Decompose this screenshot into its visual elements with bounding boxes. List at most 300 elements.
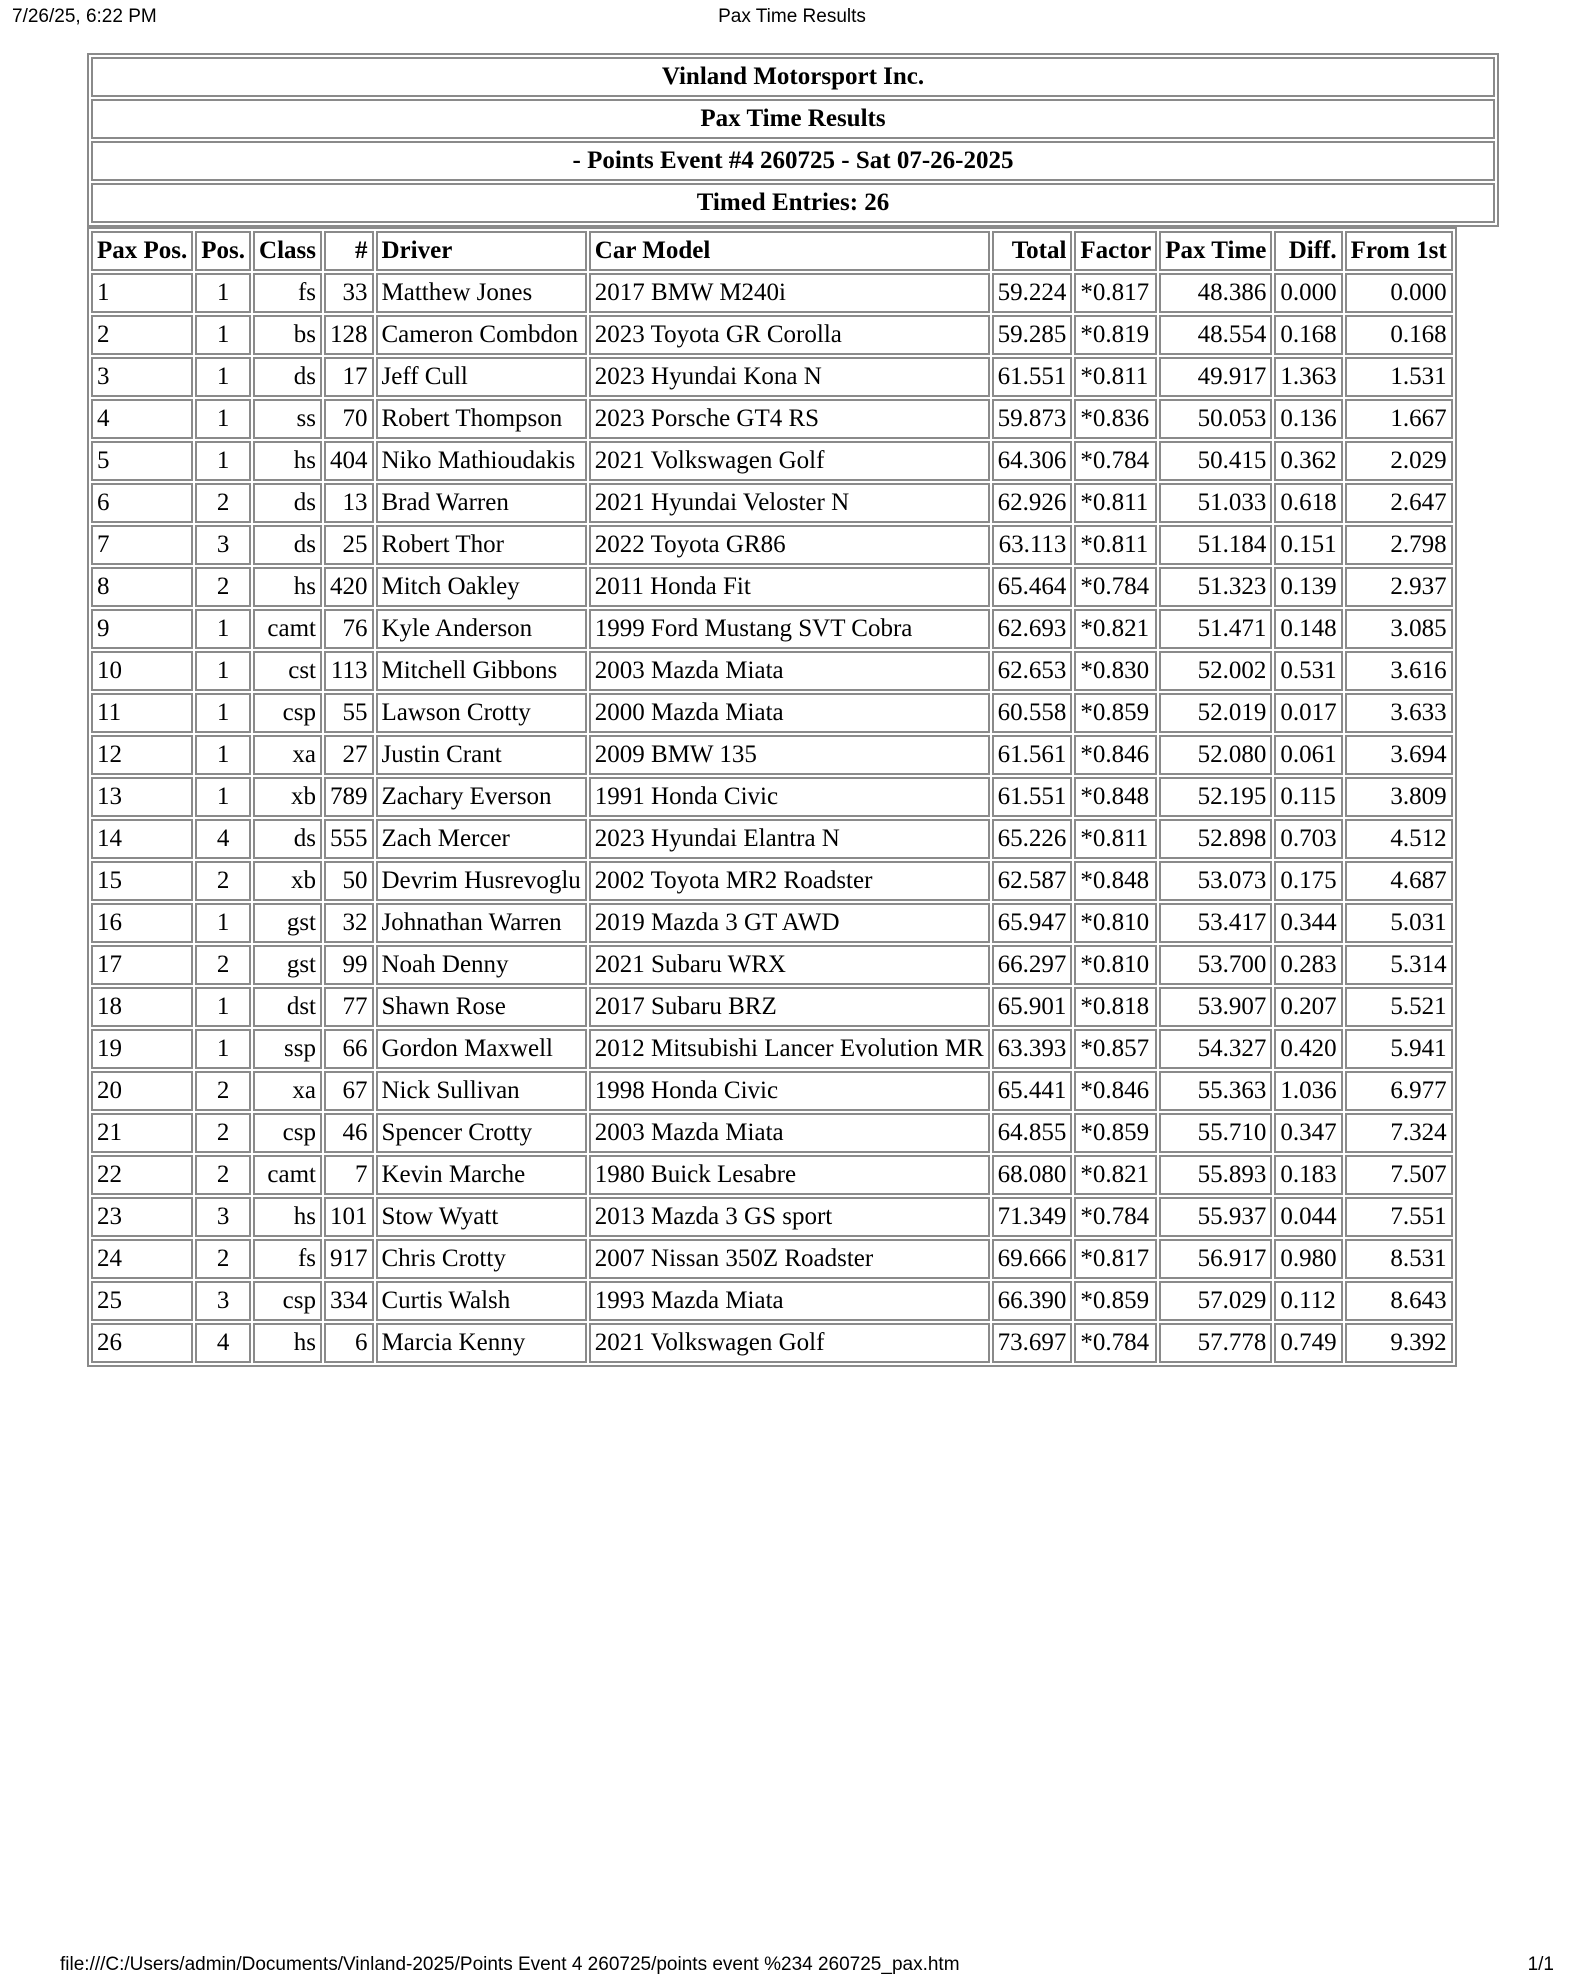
driver-cell: Nick Sullivan: [376, 1071, 587, 1111]
factor-cell: *0.818: [1074, 987, 1157, 1027]
driver-cell: Noah Denny: [376, 945, 587, 985]
pax-pos-cell: 18: [91, 987, 193, 1027]
car-number-cell: 50: [324, 861, 374, 901]
pax-pos-cell: 5: [91, 441, 193, 481]
diff-cell: 0.139: [1274, 567, 1342, 607]
diff-cell: 0.000: [1274, 273, 1342, 313]
total-cell: 62.693: [992, 609, 1073, 649]
diff-cell: 0.136: [1274, 399, 1342, 439]
pax-pos-cell: 22: [91, 1155, 193, 1195]
pax-time-cell: 55.893: [1159, 1155, 1272, 1195]
pax-time-cell: 55.710: [1159, 1113, 1272, 1153]
table-row: [91, 609, 1453, 649]
car-model-cell: 2017 Subaru BRZ: [589, 987, 990, 1027]
car-model-cell: 2023 Hyundai Elantra N: [589, 819, 990, 859]
pos-cell: 1: [195, 651, 251, 691]
diff-cell: 0.115: [1274, 777, 1342, 817]
car-number-cell: 917: [324, 1239, 374, 1279]
from-first-cell: 9.392: [1345, 1323, 1453, 1363]
diff-cell: 0.362: [1274, 441, 1342, 481]
table-row: [91, 1071, 1453, 1111]
table-row: [91, 945, 1453, 985]
pax-pos-cell: 8: [91, 567, 193, 607]
total-cell: 65.947: [992, 903, 1073, 943]
from-first-cell: 5.521: [1345, 987, 1453, 1027]
diff-cell: 0.175: [1274, 861, 1342, 901]
total-cell: 59.873: [992, 399, 1073, 439]
car-model-cell: 2003 Mazda Miata: [589, 1113, 990, 1153]
car-number-cell: 789: [324, 777, 374, 817]
table-row: [91, 1239, 1453, 1279]
total-cell: 66.297: [992, 945, 1073, 985]
from-first-cell: 4.687: [1345, 861, 1453, 901]
car-model-cell: 2023 Hyundai Kona N: [589, 357, 990, 397]
from-first-cell: 3.633: [1345, 693, 1453, 733]
from-first-cell: 8.531: [1345, 1239, 1453, 1279]
pax-time-cell: 54.327: [1159, 1029, 1272, 1069]
table-row: [91, 1113, 1453, 1153]
total-cell: 73.697: [992, 1323, 1073, 1363]
driver-cell: Zach Mercer: [376, 819, 587, 859]
class-cell: bs: [253, 315, 322, 355]
pos-cell: 1: [195, 315, 251, 355]
driver-cell: Lawson Crotty: [376, 693, 587, 733]
table-row: [91, 483, 1453, 523]
pos-cell: 1: [195, 903, 251, 943]
class-cell: gst: [253, 945, 322, 985]
car-model-cell: 2000 Mazda Miata: [589, 693, 990, 733]
print-page-number: 1/1: [1527, 1954, 1554, 1975]
results-body: [91, 273, 1453, 1363]
pos-cell: 1: [195, 987, 251, 1027]
org-name: Vinland Motorsport Inc.: [91, 57, 1495, 97]
diff-cell: 0.112: [1274, 1281, 1342, 1321]
car-model-cell: 2002 Toyota MR2 Roadster: [589, 861, 990, 901]
pos-cell: 2: [195, 945, 251, 985]
class-cell: xb: [253, 777, 322, 817]
car-model-cell: 2022 Toyota GR86: [589, 525, 990, 565]
pos-cell: 3: [195, 525, 251, 565]
total-cell: 63.393: [992, 1029, 1073, 1069]
diff-cell: 0.749: [1274, 1323, 1342, 1363]
table-row: [91, 525, 1453, 565]
car-number-cell: 13: [324, 483, 374, 523]
car-number-cell: 76: [324, 609, 374, 649]
diff-cell: 0.061: [1274, 735, 1342, 775]
total-cell: 68.080: [992, 1155, 1073, 1195]
pos-cell: 2: [195, 483, 251, 523]
class-cell: ds: [253, 819, 322, 859]
class-cell: ds: [253, 525, 322, 565]
total-cell: 65.464: [992, 567, 1073, 607]
from-first-cell: 5.314: [1345, 945, 1453, 985]
pax-time-cell: 53.417: [1159, 903, 1272, 943]
driver-cell: Chris Crotty: [376, 1239, 587, 1279]
table-row: [91, 315, 1453, 355]
total-cell: 61.551: [992, 357, 1073, 397]
pos-cell: 1: [195, 693, 251, 733]
diff-cell: 0.980: [1274, 1239, 1342, 1279]
table-row: [91, 735, 1453, 775]
col-pax-time: Pax Time: [1159, 231, 1272, 271]
total-cell: 64.855: [992, 1113, 1073, 1153]
diff-cell: 0.344: [1274, 903, 1342, 943]
class-cell: camt: [253, 1155, 322, 1195]
car-model-cell: 1999 Ford Mustang SVT Cobra: [589, 609, 990, 649]
total-cell: 69.666: [992, 1239, 1073, 1279]
pax-pos-cell: 3: [91, 357, 193, 397]
from-first-cell: 8.643: [1345, 1281, 1453, 1321]
factor-cell: *0.857: [1074, 1029, 1157, 1069]
from-first-cell: 3.616: [1345, 651, 1453, 691]
pax-pos-cell: 4: [91, 399, 193, 439]
car-model-cell: 2021 Volkswagen Golf: [589, 1323, 990, 1363]
driver-cell: Stow Wyatt: [376, 1197, 587, 1237]
table-row: [91, 987, 1453, 1027]
car-number-cell: 420: [324, 567, 374, 607]
car-model-cell: 1991 Honda Civic: [589, 777, 990, 817]
pax-pos-cell: 17: [91, 945, 193, 985]
driver-cell: Spencer Crotty: [376, 1113, 587, 1153]
total-cell: 62.653: [992, 651, 1073, 691]
factor-cell: *0.784: [1074, 1323, 1157, 1363]
factor-cell: *0.859: [1074, 1281, 1157, 1321]
diff-cell: 0.207: [1274, 987, 1342, 1027]
factor-cell: *0.784: [1074, 441, 1157, 481]
car-model-cell: 2017 BMW M240i: [589, 273, 990, 313]
print-title: Pax Time Results: [718, 6, 866, 27]
pax-pos-cell: 15: [91, 861, 193, 901]
pax-time-cell: 52.898: [1159, 819, 1272, 859]
car-number-cell: 404: [324, 441, 374, 481]
pos-cell: 2: [195, 1155, 251, 1195]
pax-time-cell: 49.917: [1159, 357, 1272, 397]
factor-cell: *0.830: [1074, 651, 1157, 691]
table-row: [91, 441, 1453, 481]
timed-entries: Timed Entries: 26: [91, 183, 1495, 223]
diff-cell: 0.618: [1274, 483, 1342, 523]
factor-cell: *0.821: [1074, 1155, 1157, 1195]
pax-pos-cell: 21: [91, 1113, 193, 1153]
from-first-cell: 0.168: [1345, 315, 1453, 355]
car-number-cell: 25: [324, 525, 374, 565]
driver-cell: Brad Warren: [376, 483, 587, 523]
car-model-cell: 2009 BMW 135: [589, 735, 990, 775]
car-number-cell: 128: [324, 315, 374, 355]
pax-time-cell: 56.917: [1159, 1239, 1272, 1279]
car-model-cell: 2003 Mazda Miata: [589, 651, 990, 691]
pax-time-cell: 51.184: [1159, 525, 1272, 565]
car-number-cell: 27: [324, 735, 374, 775]
total-cell: 59.224: [992, 273, 1073, 313]
pax-time-cell: 51.033: [1159, 483, 1272, 523]
pos-cell: 2: [195, 1239, 251, 1279]
from-first-cell: 4.512: [1345, 819, 1453, 859]
pax-time-cell: 52.019: [1159, 693, 1272, 733]
pax-pos-cell: 7: [91, 525, 193, 565]
driver-cell: Matthew Jones: [376, 273, 587, 313]
pax-pos-cell: 26: [91, 1323, 193, 1363]
pax-time-cell: 53.700: [1159, 945, 1272, 985]
car-number-cell: 334: [324, 1281, 374, 1321]
diff-cell: 0.044: [1274, 1197, 1342, 1237]
total-cell: 65.441: [992, 1071, 1073, 1111]
pos-cell: 1: [195, 1029, 251, 1069]
class-cell: hs: [253, 1323, 322, 1363]
factor-cell: *0.811: [1074, 525, 1157, 565]
total-cell: 71.349: [992, 1197, 1073, 1237]
pax-pos-cell: 12: [91, 735, 193, 775]
factor-cell: *0.810: [1074, 903, 1157, 943]
car-number-cell: 46: [324, 1113, 374, 1153]
results-document: [87, 53, 1499, 1367]
car-number-cell: 55: [324, 693, 374, 733]
table-row: [91, 693, 1453, 733]
factor-cell: *0.846: [1074, 1071, 1157, 1111]
pax-pos-cell: 24: [91, 1239, 193, 1279]
pos-cell: 3: [195, 1197, 251, 1237]
car-model-cell: 2013 Mazda 3 GS sport: [589, 1197, 990, 1237]
pax-pos-cell: 20: [91, 1071, 193, 1111]
class-cell: hs: [253, 1197, 322, 1237]
car-number-cell: 77: [324, 987, 374, 1027]
driver-cell: Niko Mathioudakis: [376, 441, 587, 481]
diff-cell: 0.283: [1274, 945, 1342, 985]
factor-cell: *0.846: [1074, 735, 1157, 775]
pax-pos-cell: 6: [91, 483, 193, 523]
diff-cell: 0.168: [1274, 315, 1342, 355]
report-header: [87, 53, 1499, 227]
from-first-cell: 0.000: [1345, 273, 1453, 313]
driver-cell: Justin Crant: [376, 735, 587, 775]
pax-time-cell: 52.080: [1159, 735, 1272, 775]
car-model-cell: 2023 Toyota GR Corolla: [589, 315, 990, 355]
diff-cell: 0.183: [1274, 1155, 1342, 1195]
car-model-cell: 2011 Honda Fit: [589, 567, 990, 607]
col-car-model: Car Model: [589, 231, 990, 271]
factor-cell: *0.821: [1074, 609, 1157, 649]
col-factor: Factor: [1074, 231, 1157, 271]
from-first-cell: 2.798: [1345, 525, 1453, 565]
table-row: [91, 567, 1453, 607]
driver-cell: Zachary Everson: [376, 777, 587, 817]
pax-time-cell: 57.778: [1159, 1323, 1272, 1363]
col-pos: Pos.: [195, 231, 251, 271]
factor-cell: *0.848: [1074, 861, 1157, 901]
driver-cell: Johnathan Warren: [376, 903, 587, 943]
table-row: [91, 273, 1453, 313]
table-row: [91, 651, 1453, 691]
car-number-cell: 66: [324, 1029, 374, 1069]
col-number: #: [324, 231, 374, 271]
pax-pos-cell: 9: [91, 609, 193, 649]
pos-cell: 3: [195, 1281, 251, 1321]
pos-cell: 1: [195, 777, 251, 817]
diff-cell: 1.363: [1274, 357, 1342, 397]
col-class: Class: [253, 231, 322, 271]
col-pax-pos: Pax Pos.: [91, 231, 193, 271]
from-first-cell: 1.667: [1345, 399, 1453, 439]
diff-cell: 0.148: [1274, 609, 1342, 649]
driver-cell: Gordon Maxwell: [376, 1029, 587, 1069]
diff-cell: 0.531: [1274, 651, 1342, 691]
pax-pos-cell: 11: [91, 693, 193, 733]
pax-pos-cell: 16: [91, 903, 193, 943]
total-cell: 60.558: [992, 693, 1073, 733]
from-first-cell: 2.937: [1345, 567, 1453, 607]
print-header: [0, 6, 1584, 30]
car-number-cell: 99: [324, 945, 374, 985]
pos-cell: 2: [195, 1113, 251, 1153]
pax-pos-cell: 2: [91, 315, 193, 355]
car-model-cell: 1993 Mazda Miata: [589, 1281, 990, 1321]
total-cell: 62.587: [992, 861, 1073, 901]
factor-cell: *0.784: [1074, 567, 1157, 607]
diff-cell: 0.347: [1274, 1113, 1342, 1153]
table-row: [91, 357, 1453, 397]
table-row: [91, 1155, 1453, 1195]
pos-cell: 2: [195, 1071, 251, 1111]
driver-cell: Kevin Marche: [376, 1155, 587, 1195]
pos-cell: 1: [195, 735, 251, 775]
diff-cell: 0.151: [1274, 525, 1342, 565]
pax-time-cell: 55.363: [1159, 1071, 1272, 1111]
pax-time-cell: 50.415: [1159, 441, 1272, 481]
factor-cell: *0.859: [1074, 693, 1157, 733]
class-cell: cst: [253, 651, 322, 691]
pax-time-cell: 48.386: [1159, 273, 1272, 313]
class-cell: fs: [253, 273, 322, 313]
from-first-cell: 2.647: [1345, 483, 1453, 523]
pax-time-cell: 50.053: [1159, 399, 1272, 439]
factor-cell: *0.811: [1074, 819, 1157, 859]
car-number-cell: 17: [324, 357, 374, 397]
driver-cell: Kyle Anderson: [376, 609, 587, 649]
pos-cell: 4: [195, 819, 251, 859]
total-cell: 65.901: [992, 987, 1073, 1027]
driver-cell: Mitchell Gibbons: [376, 651, 587, 691]
car-model-cell: 2019 Mazda 3 GT AWD: [589, 903, 990, 943]
total-cell: 66.390: [992, 1281, 1073, 1321]
pos-cell: 1: [195, 441, 251, 481]
driver-cell: Robert Thor: [376, 525, 587, 565]
class-cell: hs: [253, 441, 322, 481]
from-first-cell: 5.031: [1345, 903, 1453, 943]
car-model-cell: 2021 Subaru WRX: [589, 945, 990, 985]
total-cell: 61.551: [992, 777, 1073, 817]
total-cell: 65.226: [992, 819, 1073, 859]
table-row: [91, 777, 1453, 817]
pax-pos-cell: 10: [91, 651, 193, 691]
diff-cell: 0.703: [1274, 819, 1342, 859]
pos-cell: 1: [195, 357, 251, 397]
pos-cell: 1: [195, 399, 251, 439]
pos-cell: 4: [195, 1323, 251, 1363]
pos-cell: 2: [195, 861, 251, 901]
from-first-cell: 6.977: [1345, 1071, 1453, 1111]
from-first-cell: 7.324: [1345, 1113, 1453, 1153]
total-cell: 59.285: [992, 315, 1073, 355]
car-model-cell: 2021 Hyundai Veloster N: [589, 483, 990, 523]
pax-pos-cell: 19: [91, 1029, 193, 1069]
pos-cell: 1: [195, 273, 251, 313]
event-name: - Points Event #4 260725 - Sat 07-26-2025: [91, 141, 1495, 181]
print-footer: [0, 1954, 1584, 1978]
driver-cell: Cameron Combdon: [376, 315, 587, 355]
driver-cell: Robert Thompson: [376, 399, 587, 439]
class-cell: xa: [253, 735, 322, 775]
factor-cell: *0.859: [1074, 1113, 1157, 1153]
col-total: Total: [992, 231, 1073, 271]
table-row: [91, 903, 1453, 943]
total-cell: 61.561: [992, 735, 1073, 775]
car-model-cell: 2021 Volkswagen Golf: [589, 441, 990, 481]
car-number-cell: 67: [324, 1071, 374, 1111]
factor-cell: *0.819: [1074, 315, 1157, 355]
results-table: [87, 227, 1457, 1367]
diff-cell: 0.420: [1274, 1029, 1342, 1069]
table-header-row: [91, 231, 1453, 271]
class-cell: csp: [253, 1113, 322, 1153]
total-cell: 64.306: [992, 441, 1073, 481]
pos-cell: 1: [195, 609, 251, 649]
factor-cell: *0.848: [1074, 777, 1157, 817]
pax-pos-cell: 13: [91, 777, 193, 817]
table-row: [91, 819, 1453, 859]
car-model-cell: 1980 Buick Lesabre: [589, 1155, 990, 1195]
pax-time-cell: 53.907: [1159, 987, 1272, 1027]
factor-cell: *0.811: [1074, 357, 1157, 397]
print-datetime: 7/26/25, 6:22 PM: [12, 6, 157, 27]
pax-time-cell: 51.323: [1159, 567, 1272, 607]
factor-cell: *0.817: [1074, 1239, 1157, 1279]
pax-time-cell: 48.554: [1159, 315, 1272, 355]
col-from-first: From 1st: [1345, 231, 1453, 271]
pax-time-cell: 51.471: [1159, 609, 1272, 649]
driver-cell: Shawn Rose: [376, 987, 587, 1027]
from-first-cell: 7.507: [1345, 1155, 1453, 1195]
car-model-cell: 1998 Honda Civic: [589, 1071, 990, 1111]
class-cell: csp: [253, 1281, 322, 1321]
factor-cell: *0.810: [1074, 945, 1157, 985]
pax-time-cell: 52.195: [1159, 777, 1272, 817]
factor-cell: *0.817: [1074, 273, 1157, 313]
from-first-cell: 1.531: [1345, 357, 1453, 397]
table-row: [91, 1323, 1453, 1363]
diff-cell: 1.036: [1274, 1071, 1342, 1111]
car-number-cell: 6: [324, 1323, 374, 1363]
car-model-cell: 2007 Nissan 350Z Roadster: [589, 1239, 990, 1279]
from-first-cell: 3.085: [1345, 609, 1453, 649]
driver-cell: Curtis Walsh: [376, 1281, 587, 1321]
pax-pos-cell: 14: [91, 819, 193, 859]
driver-cell: Marcia Kenny: [376, 1323, 587, 1363]
driver-cell: Jeff Cull: [376, 357, 587, 397]
factor-cell: *0.836: [1074, 399, 1157, 439]
from-first-cell: 3.694: [1345, 735, 1453, 775]
total-cell: 62.926: [992, 483, 1073, 523]
col-driver: Driver: [376, 231, 587, 271]
class-cell: ds: [253, 483, 322, 523]
from-first-cell: 3.809: [1345, 777, 1453, 817]
table-row: [91, 1029, 1453, 1069]
driver-cell: Mitch Oakley: [376, 567, 587, 607]
car-number-cell: 33: [324, 273, 374, 313]
car-number-cell: 113: [324, 651, 374, 691]
car-number-cell: 555: [324, 819, 374, 859]
from-first-cell: 5.941: [1345, 1029, 1453, 1069]
report-title: Pax Time Results: [91, 99, 1495, 139]
